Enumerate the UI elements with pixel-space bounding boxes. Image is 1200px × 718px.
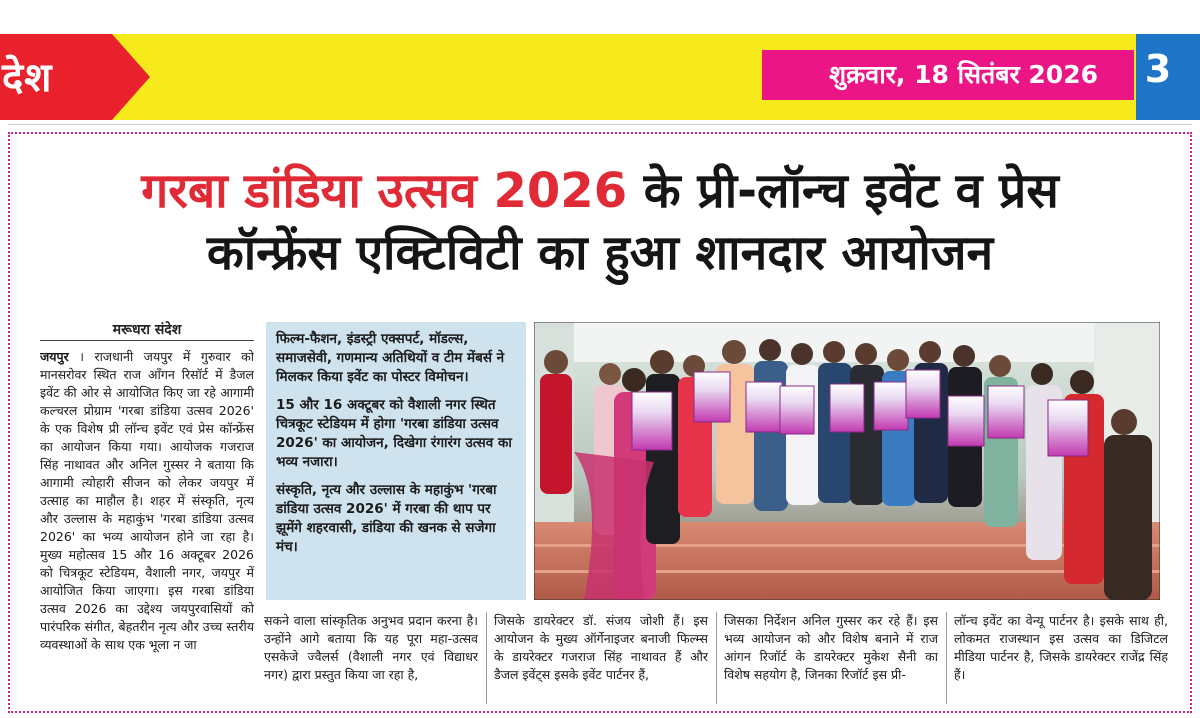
- headline-line2: कॉन्फ्रेंस एक्टिविटी का हुआ शानदार आयोजन: [206, 225, 994, 281]
- masthead-rule: [8, 124, 1192, 125]
- column-divider: [716, 612, 717, 704]
- date-box: [762, 50, 1134, 100]
- column-divider: [486, 612, 487, 704]
- byline: मरूधरा संदेश: [112, 322, 182, 338]
- page-number-box: [1136, 34, 1200, 120]
- lead-column: [40, 348, 254, 710]
- body-column-4: लॉन्च इवेंट का वेन्यू पार्टनर है। इसके साथ ही, लोकमत राजस्थान इस उत्सव का डिजिटल मीडिया पार्टनर है, जिसके डायरेक्टर राजेंद्र सिंह हैं।: [954, 613, 1168, 682]
- highlight-item: फिल्म-फैशन, इंडस्ट्री एक्सपर्ट, मॉडल्स, समाजसेवी, गणमान्य अतिथियों व टीम मेंबर्स ने मिलकर किया इवेंट का पोस्टर विमोचन।: [276, 331, 505, 385]
- headline: [30, 160, 1170, 284]
- highlights-box: [266, 322, 526, 600]
- highlight-item: 15 और 16 अक्टूबर को वैशाली नगर स्थित चित्रकूट स्टेडियम में होगा 'गरबा डांडिया उत्सव 2026' का आयोजन, दिखेगा रंगारंग उत्सव का भव्य नजारा।: [276, 397, 512, 470]
- highlight-item: संस्कृति, नृत्य और उल्लास के महाकुंभ 'गरबा डांडिया उत्सव 2026' में गरबा की थाप पर झूमेंगे शहरवासी, डांडिया की खनक से सजेगा मंच।: [276, 482, 497, 555]
- page-number: 3: [1144, 47, 1172, 91]
- dateline-place: जयपुर: [40, 349, 69, 364]
- column-divider: [946, 612, 947, 704]
- lead-text: । राजधानी जयपुर में गुरुवार को मानसरोवर स्थित राज आँगन रिसॉर्ट में डैजल इवेंट की ओर से आयोजित किए जा रहे आगामी कल्चरल प्रोग्राम 'गरबा डांडिया उत्सव 2026' के एक विशेष प्री लॉन्च इवेंट एवं प्रेस कॉन्फ्रेंस का आयोजन किया गया। आयोजक गजराज सिंह नाथावत और अनिल गुस्सर ने बताया कि आगामी त्योहारी सीजन को लेकर जयपुर में उत्साह का माहौल है। शहर में संस्कृति, नृत्य और उल्लास के महाकुंभ 'गरबा डांडिया उत्सव 2026' का भव्य आयोजन होने जा रहा है। मुख्य महोत्सव 15 और 16 अक्टूबर 2026 को चित्रकूट स्टेडियम, वैशाली नगर, जयपुर में आयोजित किया जाएगा। इस गरबा डांडिया उत्सव 2026 का उद्देश्य जयपुरवासियों को पारंपरिक संगीत, बेहतरीन नृत्य और उच्च स्तरीय व्यवस्थाओं के साथ एक भूला न जा: [40, 349, 254, 652]
- event-photo-illustration: [534, 322, 1160, 600]
- headline-highlight: गरबा डांडिया उत्सव 2026: [141, 163, 628, 219]
- section-name: देश: [2, 55, 53, 101]
- body-column-2: जिसके डायरेक्टर डॉ. संजय जोशी हैं। इस आयोजन के मुख्य ऑर्गेनाइजर बनाजी फिल्म्स के डायरेक्टर गजराज सिंह नाथावत हैं और डैजल इवेंट्स इसके इवेंट पार्टनर हैं,: [494, 613, 708, 682]
- body-column-3: जिसका निर्देशन अनिल गुस्सर कर रहे हैं। इस भव्य आयोजन को और विशेष बनाने में राज आंगन रिजॉर्ट के डायरेक्टर मुकेश सैनी का विशेष सहयोग है, जिनका रिजॉर्ट इस प्री-: [724, 613, 938, 682]
- body-column-1: सकने वाला सांस्कृतिक अनुभव प्रदान करना है। उन्होंने आगे बताया कि यह पूरा महा-उत्सव एसकेजे ज्वैलर्स (वैशाली नगर एवं विद्याधर नगर) द्वारा प्रस्तुत किया जा रहा है,: [264, 613, 478, 682]
- event-photo: [534, 322, 1160, 600]
- headline-line1-rest: के प्री-लॉन्च इवेंट व प्रेस: [627, 163, 1059, 219]
- issue-date: शुक्रवार, 18 सितंबर 2026: [829, 60, 1098, 89]
- byline-rule: [40, 340, 254, 341]
